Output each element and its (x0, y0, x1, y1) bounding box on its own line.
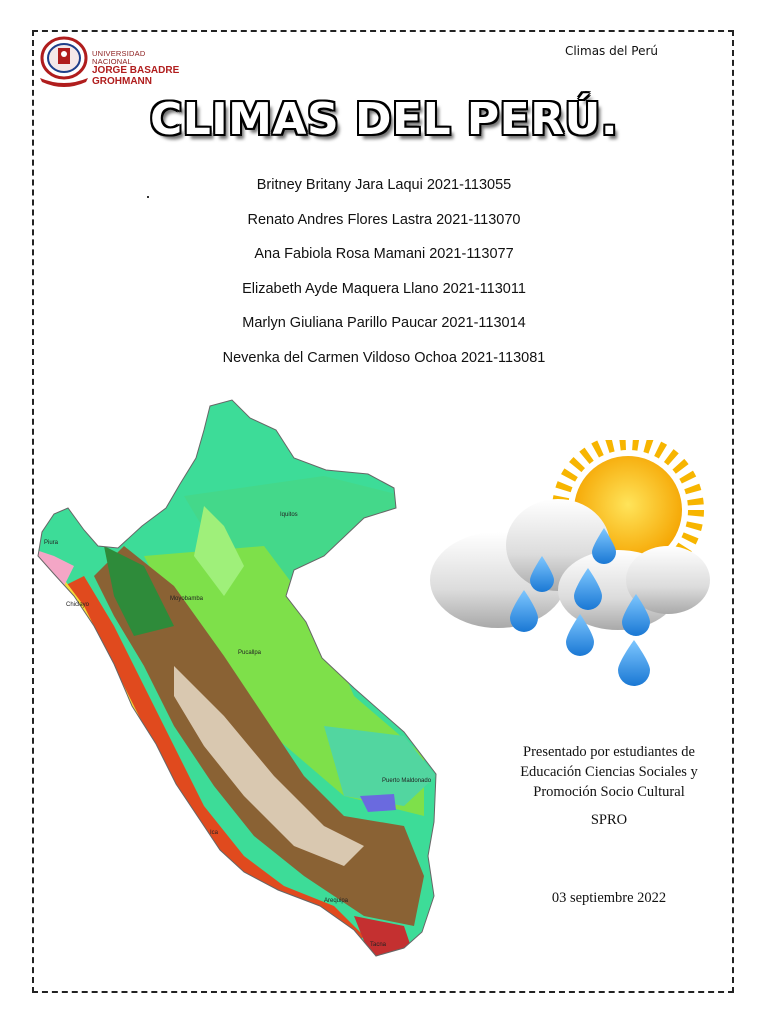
logo-line-1: UNIVERSIDAD NACIONAL (92, 49, 146, 66)
map-label-ica: Ica (210, 830, 219, 836)
logo-line-3: GROHMANN (92, 76, 152, 87)
presented-line-2: Educación Ciencias Sociales y (520, 764, 698, 780)
map-label-iquitos: Iquitos (280, 512, 298, 518)
map-label-puerto-maldonado: Puerto Maldonado (382, 778, 432, 784)
program-code: SPRO (590, 812, 628, 828)
map-label-tacna: Tacna (370, 942, 387, 948)
map-label-pucallpa: Pucallpa (238, 650, 262, 656)
peru-climate-map (24, 396, 444, 971)
author-item: Marlyn Giuliana Parillo Paucar 2021-113014 (242, 315, 526, 332)
running-header: Climas del Perú (564, 44, 658, 58)
author-item: Nevenka del Carmen Vildoso Ochoa 2021-113081 (222, 349, 546, 366)
author-item: Ana Fabiola Rosa Mamani 2021-113077 (254, 246, 514, 263)
author-item: Renato Andres Flores Lastra 2021-113070 (247, 211, 521, 228)
author-list (0, 176, 768, 384)
author-item: Britney Britany Jara Laqui 2021-113055 (256, 177, 512, 193)
presented-by-block (500, 742, 718, 830)
author-item: Elizabeth Ayde Maquera Llano 2021-113011 (242, 280, 526, 297)
presented-line-3: Promoción Socio Cultural (533, 784, 685, 800)
date-text: 03 septiembre 2022 (551, 890, 667, 906)
page-title: CLIMAS DEL PERÚ. (149, 94, 619, 145)
map-label-arequipa: Arequipa (324, 898, 349, 904)
university-seal-icon (36, 36, 92, 88)
map-label-piura: Piura (44, 540, 59, 546)
map-label-chiclayo: Chiclayo (66, 602, 90, 608)
logo-line-2: JORGE BASADRE (92, 65, 180, 76)
presented-line-1: Presentado por estudiantes de (523, 744, 695, 760)
sun-cloud-rain-icon (418, 440, 728, 690)
university-logo (36, 36, 186, 88)
map-label-moyobamba: Moyobamba (170, 596, 204, 602)
